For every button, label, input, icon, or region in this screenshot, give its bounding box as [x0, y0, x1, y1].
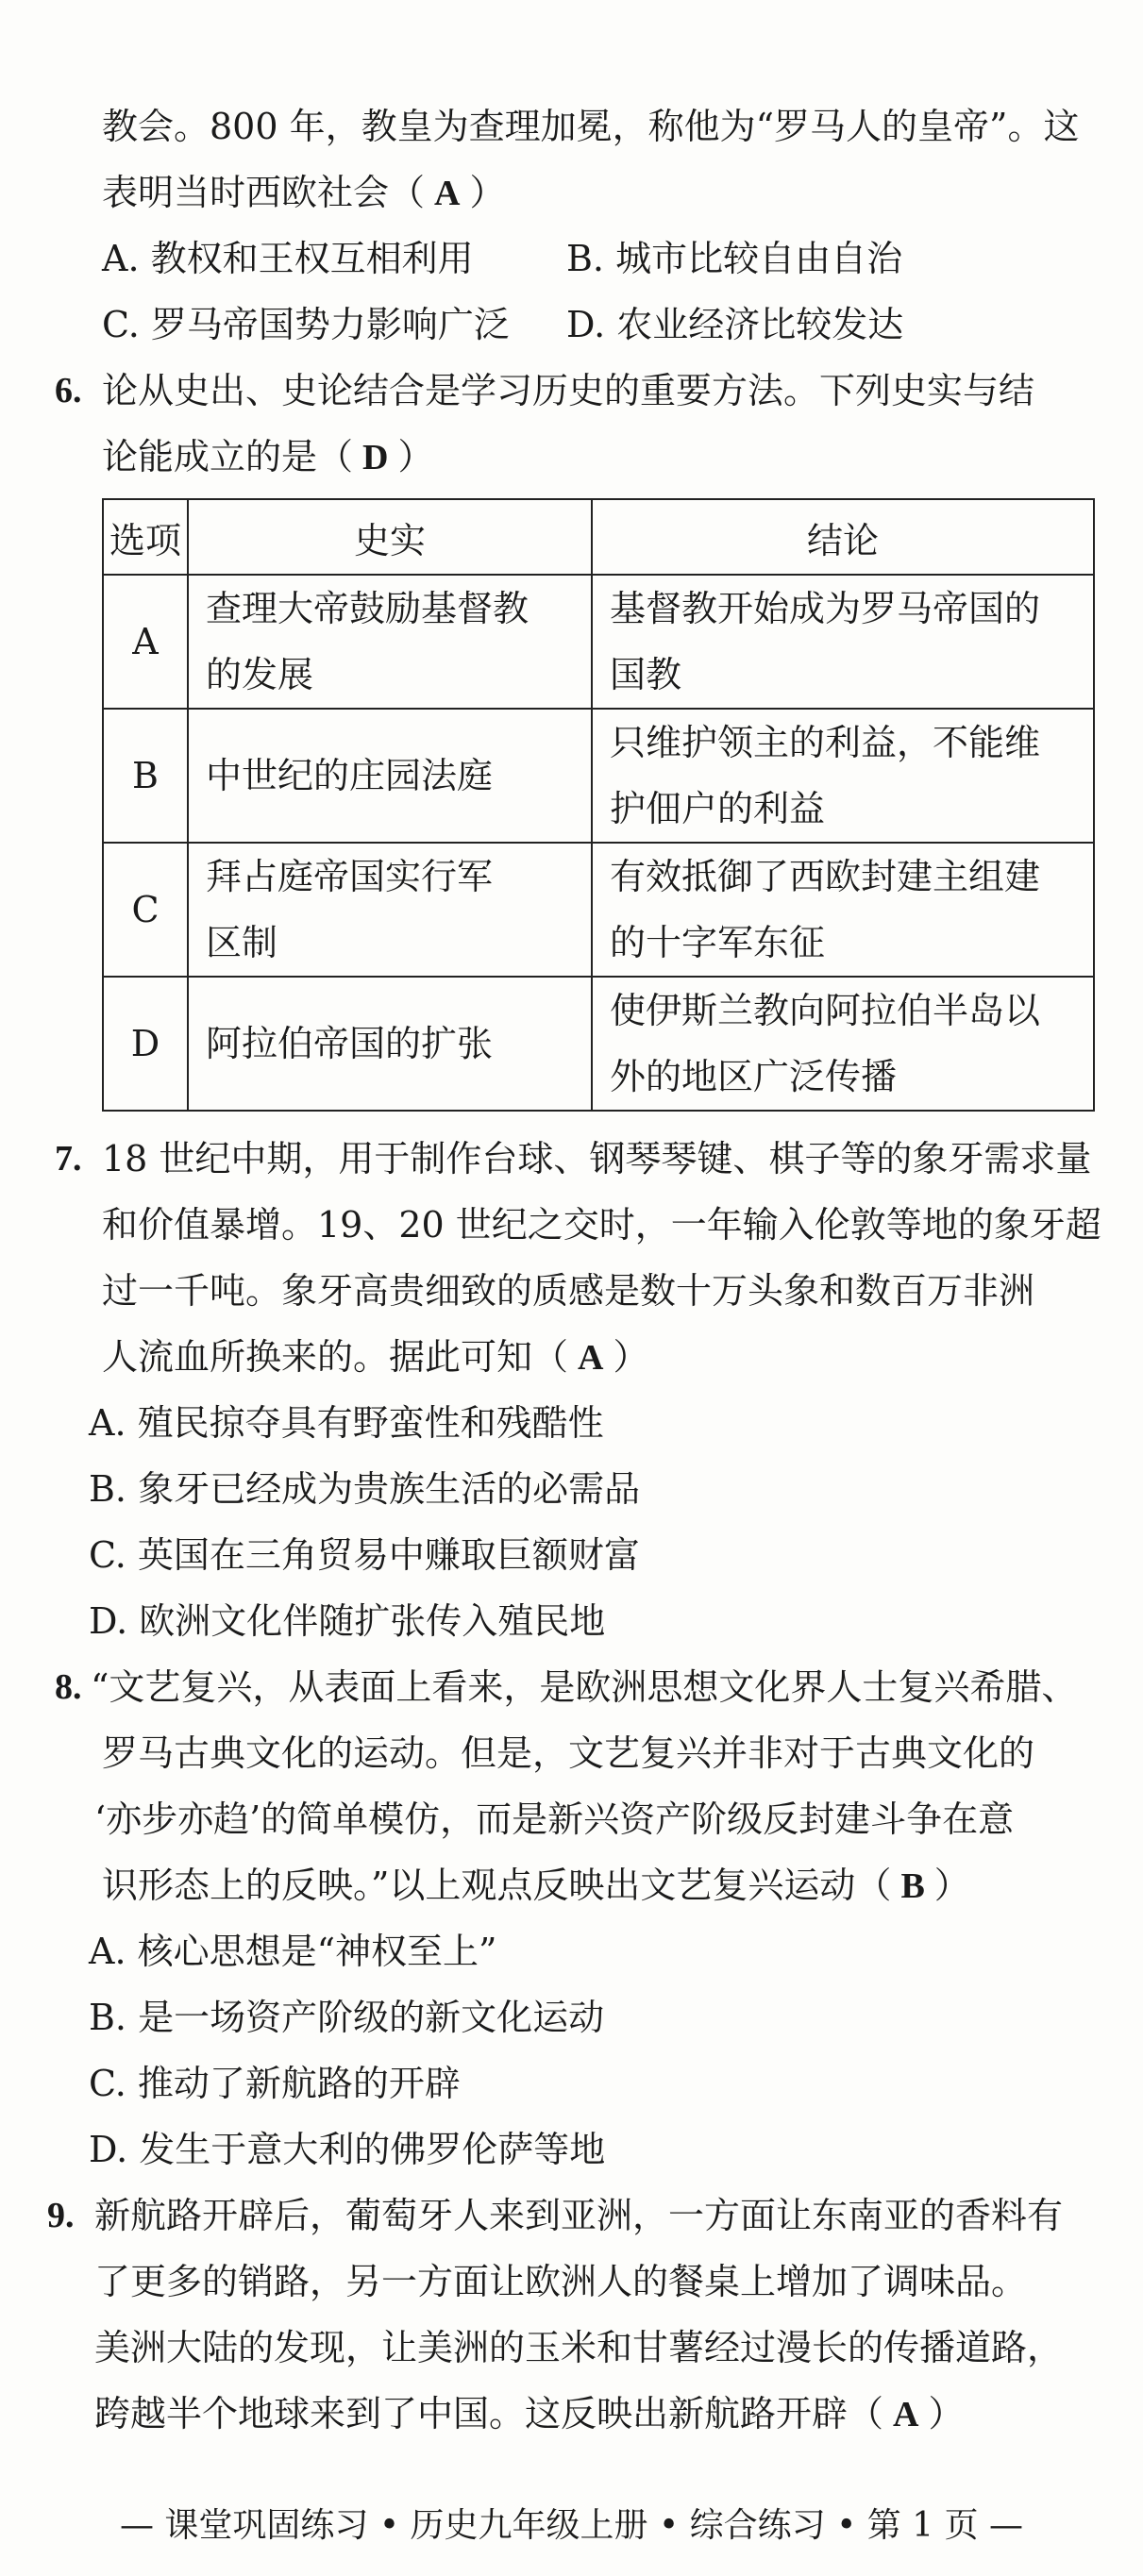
row-conclusion-cell — [592, 709, 1094, 843]
table-header-row — [103, 499, 1094, 575]
table-row — [103, 977, 1094, 1111]
q9-text-4: 跨越半个地球来到了中国。这反映出新航路开辟（ — [94, 2393, 884, 2434]
q6-answer: D — [362, 438, 389, 477]
q8-text-1: “文艺复兴，从表面上看来，是欧洲思想文化界人士复兴希腊、 — [91, 1666, 1078, 1708]
q5-stem-end — [102, 168, 505, 218]
q8-text-3: ‘亦步亦趋’的简单模仿，而是新兴资产阶级反封建斗争在意 — [94, 1798, 1015, 1840]
conclusion-line: 有效抵御了西欧封建主组建 — [610, 856, 1041, 897]
q7-option-d: D. 欧洲文化伴随扩张传入殖民地 — [89, 1600, 606, 1642]
q6-stem-end — [102, 432, 433, 482]
conclusion-line: 的十字军东征 — [610, 922, 826, 963]
table-row — [103, 843, 1094, 977]
row-fact-cell — [188, 709, 592, 843]
fact-line: 查理大帝鼓励基督教 — [206, 588, 529, 629]
fact-line: 的发展 — [206, 654, 314, 695]
q8-option-b: B. 是一场资产阶级的新文化运动 — [89, 1997, 605, 2038]
conclusion-line: 使伊斯兰教向阿拉伯半岛以 — [610, 990, 1041, 1031]
fact-line: 中世纪的庄园法庭 — [206, 755, 494, 796]
q8-option-d: D. 发生于意大利的佛罗伦萨等地 — [89, 2129, 606, 2170]
q9-stem-end — [94, 2389, 964, 2439]
conclusion-line: 外的地区广泛传播 — [610, 1056, 898, 1097]
fact-line: 区制 — [206, 922, 278, 963]
row-option-label: D — [103, 977, 188, 1111]
q9-number: 9. — [47, 2196, 75, 2235]
q5-option-b: B. 城市比较自由自治 — [566, 238, 903, 279]
page-footer: — 课堂巩固练习 • 历史九年级上册 • 综合练习 • 第 1 页 — — [119, 2506, 1024, 2545]
q8-text-4: 识形态上的反映。”以上观点反映出文艺复兴运动（ — [102, 1865, 892, 1906]
q9-paren-close: ） — [928, 2393, 965, 2434]
q7-option-b: B. 象牙已经成为贵族生活的必需品 — [89, 1468, 641, 1510]
q5-option-d: D. 农业经济比较发达 — [566, 304, 904, 345]
header-fact: 史实 — [188, 499, 592, 575]
q9-text-3: 美洲大陆的发现，让美洲的玉米和甘薯经过漫长的传播道路， — [94, 2327, 1064, 2368]
fact-line: 阿拉伯帝国的扩张 — [206, 1023, 494, 1064]
q7-number: 7. — [55, 1139, 82, 1179]
conclusion-line: 只维护领主的利益，不能维 — [610, 722, 1041, 763]
row-conclusion-cell — [592, 843, 1094, 977]
row-conclusion-cell — [592, 977, 1094, 1111]
q7-text-4: 人流血所换来的。据此可知（ — [102, 1336, 569, 1378]
q8-number: 8. — [55, 1667, 82, 1707]
q5-text-2: 表明当时西欧社会（ — [102, 172, 426, 213]
q7-text-3: 过一千吨。象牙高贵细致的质感是数十万头象和数百万非洲 — [102, 1270, 1035, 1312]
header-conclusion: 结论 — [592, 499, 1094, 575]
row-fact-cell — [188, 575, 592, 709]
q8-answer: B — [900, 1866, 925, 1906]
q7-answer: A — [578, 1338, 604, 1378]
row-option-label: C — [103, 843, 188, 977]
q6-text-1: 论从史出、史论结合是学习历史的重要方法。下列史实与结 — [102, 370, 1035, 411]
q6-paren-close: ） — [397, 436, 434, 477]
q7-text-2: 和价值暴增。19、20 世纪之交时，一年输入伦敦等地的象牙超 — [102, 1204, 1101, 1246]
q9-text-2: 了更多的销路，另一方面让欧洲人的餐桌上增加了调味品。 — [94, 2261, 1028, 2302]
q8-option-a: A. 核心思想是“神权至上” — [89, 1931, 497, 1972]
header-option: 选项 — [103, 499, 188, 575]
q7-option-c: C. 英国在三角贸易中赚取巨额财富 — [89, 1534, 640, 1576]
row-fact-cell — [188, 977, 592, 1111]
row-conclusion-cell — [592, 575, 1094, 709]
conclusion-line: 国教 — [610, 654, 682, 695]
q7-paren-close: ） — [613, 1336, 649, 1378]
q7-option-a: A. 殖民掠夺具有野蛮性和残酷性 — [89, 1402, 604, 1444]
q5-option-c: C. 罗马帝国势力影响广泛 — [102, 304, 510, 345]
conclusion-line: 基督教开始成为罗马帝国的 — [610, 588, 1041, 629]
table-row — [103, 709, 1094, 843]
q9-answer: A — [893, 2395, 919, 2434]
q8-stem-end — [102, 1861, 970, 1911]
q5-text-1: 教会。800 年，教皇为查理加冕，称他为“罗马人的皇帝”。这 — [102, 106, 1080, 147]
q7-text-1: 18 世纪中期，用于制作台球、钢琴琴键、棋子等的象牙需求量 — [102, 1138, 1092, 1179]
row-fact-cell — [188, 843, 592, 977]
row-option-label: A — [103, 575, 188, 709]
row-option-label: B — [103, 709, 188, 843]
q9-text-1: 新航路开辟后，葡萄牙人来到亚洲，一方面让东南亚的香料有 — [94, 2195, 1064, 2236]
q8-option-c: C. 推动了新航路的开辟 — [89, 2063, 461, 2104]
q5-answer: A — [434, 174, 461, 213]
q8-text-2: 罗马古典文化的运动。但是，文艺复兴并非对于古典文化的 — [102, 1732, 1035, 1774]
fact-line: 拜占庭帝国实行军 — [206, 856, 494, 897]
q6-text-2: 论能成立的是（ — [102, 436, 354, 477]
q6-number: 6. — [55, 371, 82, 410]
q7-stem-end — [102, 1332, 648, 1382]
conclusion-line: 护佃户的利益 — [610, 788, 826, 829]
q8-paren-close: ） — [933, 1865, 970, 1906]
q5-paren-close: ） — [469, 172, 506, 213]
q5-option-a: A. 教权和王权互相利用 — [102, 238, 474, 279]
q6-history-table — [102, 498, 1095, 1112]
table-row — [103, 575, 1094, 709]
